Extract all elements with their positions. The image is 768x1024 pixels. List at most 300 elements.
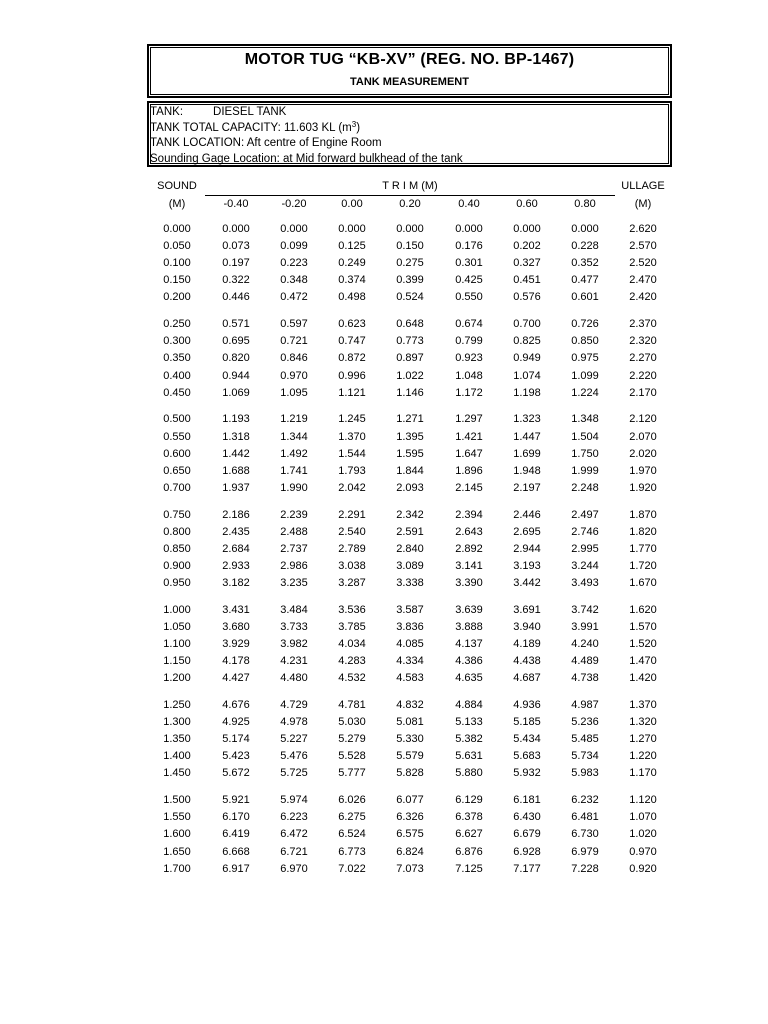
ullage-cell: 0.920	[629, 862, 657, 875]
volume-cell: 6.275	[338, 811, 366, 824]
volume-cell: 3.484	[280, 603, 308, 616]
capacity-close: )	[356, 121, 361, 134]
ullage-cell: 1.270	[629, 733, 657, 746]
volume-cell: 6.378	[455, 811, 483, 824]
volume-cell: 3.287	[338, 577, 366, 589]
sound-cell: 0.800	[163, 525, 191, 538]
trim-value-header: 0.20	[399, 198, 421, 210]
volume-cell: 0.425	[455, 274, 483, 287]
volume-cell: 6.679	[513, 828, 541, 841]
ullage-cell: 2.520	[629, 257, 657, 270]
volume-cell: 2.892	[455, 542, 483, 555]
volume-cell: 3.742	[571, 603, 599, 616]
volume-cell: 2.684	[222, 542, 250, 555]
sound-cell: 1.000	[163, 603, 191, 616]
ullage-cell: 1.370	[629, 699, 657, 711]
volume-cell: 1.937	[222, 481, 250, 494]
sound-cell: 1.700	[163, 862, 191, 875]
sound-cell: 1.300	[163, 716, 191, 729]
volume-cell: 4.676	[222, 699, 250, 711]
volume-cell: 5.423	[222, 750, 250, 763]
volume-cell: 3.390	[455, 577, 483, 589]
volume-cell: 3.836	[396, 620, 424, 633]
ullage-cell: 1.220	[629, 750, 657, 763]
volume-cell: 0.125	[338, 240, 366, 253]
volume-cell: 1.095	[280, 386, 308, 399]
volume-cell: 1.844	[396, 464, 424, 477]
volume-cell: 1.370	[338, 430, 366, 443]
volume-cell: 6.326	[396, 811, 424, 824]
volume-cell: 0.301	[455, 257, 483, 270]
ullage-cell: 2.570	[629, 240, 657, 253]
volume-cell: 0.850	[571, 335, 599, 348]
volume-cell: 3.089	[396, 559, 424, 572]
volume-cell: 6.026	[338, 794, 366, 807]
volume-cell: 6.876	[455, 845, 483, 858]
volume-cell: 3.733	[280, 620, 308, 633]
volume-cell: 4.729	[280, 699, 308, 711]
ullage-cell: 2.070	[629, 430, 657, 443]
volume-cell: 4.085	[396, 638, 424, 650]
sound-cell: 0.050	[163, 240, 191, 253]
volume-cell: 2.540	[338, 525, 366, 538]
volume-cell: 3.493	[571, 577, 599, 589]
volume-cell: 1.595	[396, 447, 424, 460]
volume-cell: 4.283	[338, 655, 366, 668]
volume-cell: 6.773	[338, 845, 366, 858]
volume-cell: 5.683	[513, 750, 541, 763]
volume-cell: 5.434	[513, 733, 541, 746]
sound-cell: 0.000	[163, 223, 191, 235]
ullage-cell: 2.270	[629, 352, 657, 365]
ullage-cell: 1.520	[629, 638, 657, 650]
volume-cell: 5.777	[338, 767, 366, 780]
volume-cell: 3.442	[513, 577, 541, 589]
volume-cell: 4.987	[571, 699, 599, 711]
volume-cell: 1.395	[396, 430, 424, 443]
volume-cell: 0.249	[338, 257, 366, 270]
volume-cell: 1.750	[571, 447, 599, 460]
volume-cell: 7.177	[513, 862, 541, 875]
volume-cell: 1.121	[338, 386, 366, 399]
tank-label: TANK:	[150, 106, 184, 118]
volume-cell: 4.137	[455, 638, 483, 650]
volume-cell: 6.730	[571, 828, 599, 841]
ullage-header: ULLAGE	[621, 180, 665, 192]
trim-value-header: -0.40	[223, 198, 249, 210]
ullage-cell: 1.970	[629, 464, 657, 477]
sound-cell: 0.700	[163, 481, 191, 494]
volume-cell: 0.477	[571, 274, 599, 287]
ullage-cell: 2.020	[629, 447, 657, 460]
sound-cell: 1.550	[163, 811, 191, 824]
volume-cell: 2.435	[222, 525, 250, 538]
sound-cell: 1.250	[163, 699, 191, 711]
volume-cell: 0.000	[338, 223, 366, 235]
sound-cell: 0.150	[163, 274, 191, 287]
trim-value-header: 0.60	[516, 198, 538, 210]
volume-cell: 2.695	[513, 525, 541, 538]
volume-cell: 4.781	[338, 699, 366, 711]
volume-cell: 6.524	[338, 828, 366, 841]
volume-cell: 0.498	[338, 291, 366, 304]
volume-cell: 2.933	[222, 559, 250, 572]
volume-cell: 1.447	[513, 430, 541, 443]
sound-cell: 1.400	[163, 750, 191, 763]
sound-cell: 1.150	[163, 655, 191, 668]
title-box	[147, 44, 672, 98]
volume-cell: 0.721	[280, 335, 308, 348]
volume-cell: 2.248	[571, 481, 599, 494]
volume-cell: 6.129	[455, 794, 483, 807]
volume-cell: 1.172	[455, 386, 483, 399]
sound-cell: 0.550	[163, 430, 191, 443]
volume-cell: 5.880	[455, 767, 483, 780]
volume-cell: 6.627	[455, 828, 483, 841]
volume-cell: 1.442	[222, 447, 250, 460]
volume-cell: 2.643	[455, 525, 483, 538]
volume-cell: 0.726	[571, 318, 599, 331]
volume-cell: 0.944	[222, 369, 250, 382]
volume-cell: 1.999	[571, 464, 599, 477]
volume-cell: 5.725	[280, 767, 308, 780]
volume-cell: 6.481	[571, 811, 599, 824]
volume-cell: 4.178	[222, 655, 250, 668]
volume-cell: 6.928	[513, 845, 541, 858]
volume-cell: 0.322	[222, 274, 250, 287]
volume-cell: 6.721	[280, 845, 308, 858]
trim-header-rule	[205, 195, 615, 196]
volume-cell: 5.030	[338, 716, 366, 729]
volume-cell: 1.647	[455, 447, 483, 460]
volume-cell: 0.446	[222, 291, 250, 304]
tank-value: DIESEL TANK	[213, 106, 287, 118]
sound-cell: 1.050	[163, 620, 191, 633]
volume-cell: 0.872	[338, 352, 366, 365]
volume-cell: 1.297	[455, 413, 483, 426]
volume-cell: 5.734	[571, 750, 599, 763]
volume-cell: 6.419	[222, 828, 250, 841]
volume-cell: 5.921	[222, 794, 250, 807]
volume-cell: 1.544	[338, 447, 366, 460]
volume-cell: 0.223	[280, 257, 308, 270]
volume-cell: 7.125	[455, 862, 483, 875]
volume-cell: 5.236	[571, 716, 599, 729]
volume-cell: 0.524	[396, 291, 424, 304]
capacity-line	[150, 121, 670, 137]
ullage-cell: 1.120	[629, 794, 657, 807]
volume-cell: 0.846	[280, 352, 308, 365]
sound-cell: 0.450	[163, 386, 191, 399]
volume-cell: 3.691	[513, 603, 541, 616]
volume-cell: 3.182	[222, 577, 250, 589]
volume-cell: 0.099	[280, 240, 308, 253]
volume-cell: 6.824	[396, 845, 424, 858]
volume-cell: 1.074	[513, 369, 541, 382]
ullage-unit: (M)	[634, 198, 652, 210]
volume-cell: 6.668	[222, 845, 250, 858]
ullage-cell: 1.720	[629, 559, 657, 572]
sound-cell: 0.950	[163, 577, 191, 589]
volume-cell: 4.034	[338, 638, 366, 650]
volume-cell: 0.820	[222, 352, 250, 365]
volume-cell: 6.430	[513, 811, 541, 824]
volume-cell: 3.338	[396, 577, 424, 589]
ullage-cell: 1.620	[629, 603, 657, 616]
ullage-cell: 2.170	[629, 386, 657, 399]
volume-cell: 0.000	[280, 223, 308, 235]
ullage-cell: 0.970	[629, 845, 657, 858]
ullage-cell: 1.820	[629, 525, 657, 538]
volume-cell: 5.828	[396, 767, 424, 780]
volume-cell: 1.688	[222, 464, 250, 477]
volume-cell: 1.219	[280, 413, 308, 426]
sound-header: SOUND	[157, 180, 197, 192]
ullage-cell: 1.920	[629, 481, 657, 494]
ullage-cell: 1.770	[629, 542, 657, 555]
volume-cell: 0.073	[222, 240, 250, 253]
capacity-text: TANK TOTAL CAPACITY: 11.603 KL (m	[150, 121, 352, 134]
volume-cell: 0.747	[338, 335, 366, 348]
volume-cell: 0.327	[513, 257, 541, 270]
volume-cell: 3.536	[338, 603, 366, 616]
sound-cell: 0.100	[163, 257, 191, 270]
volume-cell: 4.231	[280, 655, 308, 668]
volume-cell: 3.193	[513, 559, 541, 572]
volume-cell: 3.991	[571, 620, 599, 633]
sound-cell: 1.600	[163, 828, 191, 841]
tank-line	[150, 105, 670, 121]
volume-cell: 1.492	[280, 447, 308, 460]
volume-cell: 2.995	[571, 542, 599, 555]
trim-header: T R I M (M)	[382, 180, 438, 192]
volume-cell: 0.623	[338, 318, 366, 331]
volume-cell: 5.528	[338, 750, 366, 763]
volume-cell: 6.232	[571, 794, 599, 807]
volume-cell: 0.202	[513, 240, 541, 253]
volume-cell: 1.048	[455, 369, 483, 382]
volume-cell: 5.330	[396, 733, 424, 746]
volume-cell: 4.978	[280, 716, 308, 729]
ullage-cell: 2.420	[629, 291, 657, 304]
sound-cell: 1.500	[163, 794, 191, 807]
volume-cell: 2.986	[280, 559, 308, 572]
volume-cell: 5.579	[396, 750, 424, 763]
volume-cell: 0.923	[455, 352, 483, 365]
volume-cell: 0.000	[455, 223, 483, 235]
volume-cell: 1.099	[571, 369, 599, 382]
sound-cell: 0.500	[163, 413, 191, 426]
volume-cell: 5.485	[571, 733, 599, 746]
volume-cell: 1.323	[513, 413, 541, 426]
volume-cell: 2.342	[396, 508, 424, 521]
volume-cell: 2.042	[338, 481, 366, 494]
volume-cell: 1.896	[455, 464, 483, 477]
volume-cell: 1.224	[571, 386, 599, 399]
volume-cell: 0.348	[280, 274, 308, 287]
volume-cell: 1.504	[571, 430, 599, 443]
ullage-cell: 2.320	[629, 335, 657, 348]
volume-cell: 7.022	[338, 862, 366, 875]
volume-cell: 1.318	[222, 430, 250, 443]
volume-cell: 0.150	[396, 240, 424, 253]
sound-cell: 0.200	[163, 291, 191, 304]
volume-cell: 2.488	[280, 525, 308, 538]
volume-cell: 5.081	[396, 716, 424, 729]
volume-cell: 0.352	[571, 257, 599, 270]
volume-cell: 0.970	[280, 369, 308, 382]
ullage-cell: 1.170	[629, 767, 657, 780]
volume-cell: 1.069	[222, 386, 250, 399]
volume-cell: 7.073	[396, 862, 424, 875]
volume-cell: 0.000	[222, 223, 250, 235]
volume-cell: 3.680	[222, 620, 250, 633]
volume-cell: 0.000	[513, 223, 541, 235]
volume-cell: 6.575	[396, 828, 424, 841]
trim-value-header: 0.80	[574, 198, 596, 210]
sound-cell: 0.400	[163, 369, 191, 382]
volume-cell: 2.746	[571, 525, 599, 538]
volume-cell: 0.576	[513, 291, 541, 304]
volume-cell: 0.648	[396, 318, 424, 331]
page-title: MOTOR TUG “KB-XV” (REG. NO. BP-1467)	[244, 51, 575, 68]
volume-cell: 1.245	[338, 413, 366, 426]
volume-cell: 4.532	[338, 672, 366, 685]
sound-cell: 1.100	[163, 638, 191, 650]
volume-cell: 0.550	[455, 291, 483, 304]
volume-cell: 0.472	[280, 291, 308, 304]
volume-cell: 2.789	[338, 542, 366, 555]
volume-cell: 4.635	[455, 672, 483, 685]
volume-cell: 0.228	[571, 240, 599, 253]
volume-cell: 2.446	[513, 508, 541, 521]
volume-cell: 3.929	[222, 638, 250, 650]
volume-cell: 4.884	[455, 699, 483, 711]
sound-cell: 0.750	[163, 508, 191, 521]
location-line: TANK LOCATION: Aft centre of Engine Room	[150, 137, 382, 149]
sound-cell: 0.250	[163, 318, 191, 331]
volume-cell: 5.279	[338, 733, 366, 746]
volume-cell: 1.348	[571, 413, 599, 426]
volume-cell: 5.133	[455, 716, 483, 729]
volume-cell: 3.785	[338, 620, 366, 633]
tank-info-box	[147, 101, 672, 167]
ullage-cell: 1.070	[629, 811, 657, 824]
volume-cell: 0.949	[513, 352, 541, 365]
volume-cell: 6.077	[396, 794, 424, 807]
volume-cell: 4.189	[513, 638, 541, 650]
volume-cell: 1.990	[280, 481, 308, 494]
volume-cell: 6.970	[280, 862, 308, 875]
trim-value-header: 0.40	[458, 198, 480, 210]
volume-cell: 3.639	[455, 603, 483, 616]
volume-cell: 0.176	[455, 240, 483, 253]
volume-cell: 5.983	[571, 767, 599, 780]
volume-cell: 0.799	[455, 335, 483, 348]
volume-cell: 5.932	[513, 767, 541, 780]
sound-unit: (M)	[168, 198, 186, 210]
volume-cell: 1.344	[280, 430, 308, 443]
ullage-cell: 1.420	[629, 672, 657, 685]
volume-cell: 2.197	[513, 481, 541, 494]
volume-cell: 0.700	[513, 318, 541, 331]
volume-cell: 2.944	[513, 542, 541, 555]
volume-cell: 4.240	[571, 638, 599, 650]
page-subtitle: TANK MEASUREMENT	[350, 76, 469, 88]
volume-cell: 3.038	[338, 559, 366, 572]
volume-cell: 4.489	[571, 655, 599, 668]
volume-cell: 5.185	[513, 716, 541, 729]
volume-cell: 2.145	[455, 481, 483, 494]
sound-cell: 0.600	[163, 447, 191, 460]
volume-cell: 0.374	[338, 274, 366, 287]
volume-cell: 2.291	[338, 508, 366, 521]
volume-cell: 5.974	[280, 794, 308, 807]
trim-value-header: -0.20	[281, 198, 307, 210]
volume-cell: 2.591	[396, 525, 424, 538]
volume-cell: 2.186	[222, 508, 250, 521]
volume-cell: 2.093	[396, 481, 424, 494]
volume-cell: 4.583	[396, 672, 424, 685]
sound-cell: 1.200	[163, 672, 191, 685]
ullage-cell: 1.320	[629, 716, 657, 729]
volume-cell: 3.982	[280, 638, 308, 650]
volume-cell: 4.925	[222, 716, 250, 729]
volume-cell: 4.427	[222, 672, 250, 685]
ullage-cell: 2.620	[629, 223, 657, 235]
sound-cell: 0.900	[163, 559, 191, 572]
volume-cell: 5.227	[280, 733, 308, 746]
ullage-cell: 2.120	[629, 413, 657, 426]
volume-cell: 5.476	[280, 750, 308, 763]
sound-cell: 0.300	[163, 335, 191, 348]
volume-cell: 1.741	[280, 464, 308, 477]
volume-cell: 2.497	[571, 508, 599, 521]
volume-cell: 6.170	[222, 811, 250, 824]
sound-cell: 0.650	[163, 464, 191, 477]
volume-cell: 6.223	[280, 811, 308, 824]
volume-cell: 6.472	[280, 828, 308, 841]
ullage-cell: 2.470	[629, 274, 657, 287]
ullage-cell: 1.020	[629, 828, 657, 841]
volume-cell: 0.000	[571, 223, 599, 235]
capacity-superscript: 3	[351, 119, 357, 129]
volume-cell: 0.674	[455, 318, 483, 331]
volume-cell: 0.695	[222, 335, 250, 348]
volume-cell: 4.480	[280, 672, 308, 685]
sound-cell: 1.650	[163, 845, 191, 858]
volume-cell: 1.193	[222, 413, 250, 426]
ullage-cell: 1.870	[629, 508, 657, 521]
volume-cell: 1.198	[513, 386, 541, 399]
ullage-cell: 2.370	[629, 318, 657, 331]
trim-value-header: 0.00	[341, 198, 363, 210]
volume-cell: 4.738	[571, 672, 599, 685]
ullage-cell: 1.670	[629, 577, 657, 589]
volume-cell: 6.917	[222, 862, 250, 875]
volume-cell: 0.897	[396, 352, 424, 365]
volume-cell: 1.948	[513, 464, 541, 477]
volume-cell: 4.687	[513, 672, 541, 685]
volume-cell: 6.181	[513, 794, 541, 807]
sound-cell: 0.350	[163, 352, 191, 365]
volume-cell: 4.386	[455, 655, 483, 668]
ullage-cell: 1.570	[629, 620, 657, 633]
volume-cell: 0.571	[222, 318, 250, 331]
volume-cell: 0.975	[571, 352, 599, 365]
volume-cell: 3.587	[396, 603, 424, 616]
volume-cell: 4.438	[513, 655, 541, 668]
